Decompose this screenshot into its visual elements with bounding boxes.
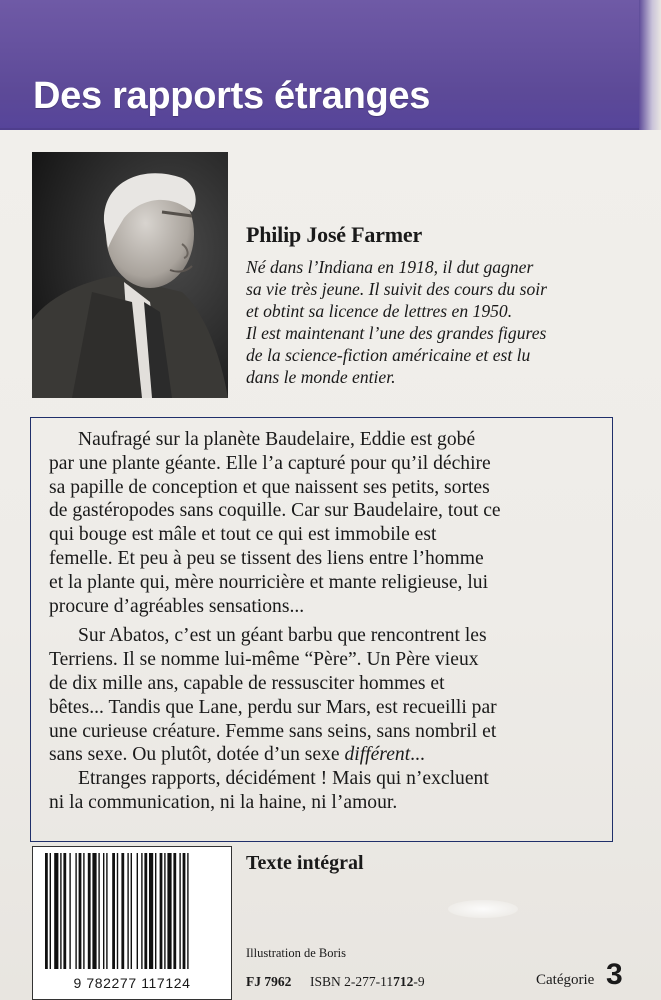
synopsis-line: Sur Abatos, c’est un géant barbu que rencontrent les	[78, 625, 487, 647]
author-bio	[246, 256, 646, 388]
author-portrait-image	[32, 152, 228, 398]
synopsis-line	[49, 743, 598, 767]
synopsis-paragraph-2	[49, 624, 598, 767]
synopsis-line: sa papille de conception et que naissent ses petits, sortes	[49, 476, 490, 498]
synopsis-line: ni la communication, ni la haine, ni l’amour.	[49, 791, 398, 813]
synopsis-text: ...	[410, 744, 425, 766]
synopsis-line: bêtes... Tandis que Lane, perdu sur Mars, est recueilli par	[49, 696, 497, 718]
synopsis-line: Terriens. Il se nomme lui-même “Père”. Un Père vieux	[49, 649, 479, 671]
catalog-code: FJ 7962	[246, 974, 292, 989]
synopsis-line: Naufragé sur la planète Baudelaire, Eddie est gobé	[78, 429, 476, 450]
bio-line: sa vie très jeune. Il suivit des cours du soir	[246, 279, 548, 299]
synopsis-line: Etranges rapports, décidément ! Mais qui n’excluent	[78, 768, 489, 790]
emphasis-text: différent	[344, 744, 411, 766]
isbn-suffix: -9	[413, 974, 425, 989]
synopsis-line: par une plante géante. Elle l’a capturé pour qu’il déchire	[49, 452, 491, 474]
bio-line: de la science-fiction américaine et est lu	[246, 345, 531, 365]
author-name: Philip José Farmer	[246, 222, 423, 247]
synopsis-line: de dix mille ans, capable de ressusciter hommes et	[49, 672, 445, 694]
bio-line: Il est maintenant l’une des grandes figures	[246, 323, 547, 343]
synopsis-line: qui bouge est mâle et tout ce qui est immobile est	[49, 524, 437, 546]
author-photo	[32, 152, 228, 398]
isbn-prefix: ISBN 2-277-11	[310, 974, 394, 989]
book-title: Des rapports étranges	[33, 75, 431, 117]
barcode	[32, 846, 232, 1000]
isbn	[310, 974, 425, 990]
cover-wear-mark	[448, 900, 518, 918]
synopsis-line: de gastéropodes sans coquille. Car sur Baudelaire, tout ce	[49, 500, 501, 522]
synopsis-paragraph-3	[49, 767, 598, 815]
category-number: 3	[606, 958, 623, 991]
synopsis-line: une curieuse créature. Femme sans seins, sans nombril et	[49, 720, 497, 742]
bio-line: dans le monde entier.	[246, 367, 396, 387]
synopsis-text: sans sexe. Ou plutôt, dotée d’un sexe	[49, 744, 345, 766]
synopsis-box	[30, 417, 613, 842]
synopsis-line: femelle. Et peu à peu se tissent des liens entre l’homme	[49, 547, 484, 569]
edition-note: Texte intégral	[246, 852, 364, 874]
title-band	[0, 0, 650, 130]
category-label: Catégorie	[536, 972, 595, 988]
bio-line: et obtint sa licence de lettres en 1950.	[246, 301, 513, 321]
barcode-digits: 9 782277 117124	[73, 975, 191, 991]
bio-line: Né dans l’Indiana en 1918, il dut gagner	[246, 257, 534, 277]
synopsis-line: et la plante qui, mère nourricière et mante religieuse, lui	[49, 571, 489, 593]
synopsis-paragraph-1	[49, 428, 598, 618]
illustration-credit: Illustration de Boris	[246, 946, 346, 960]
barcode-bars	[33, 847, 231, 973]
isbn-bold-part: 712	[393, 974, 414, 989]
synopsis-line: procure d’agréables sensations...	[49, 595, 305, 617]
